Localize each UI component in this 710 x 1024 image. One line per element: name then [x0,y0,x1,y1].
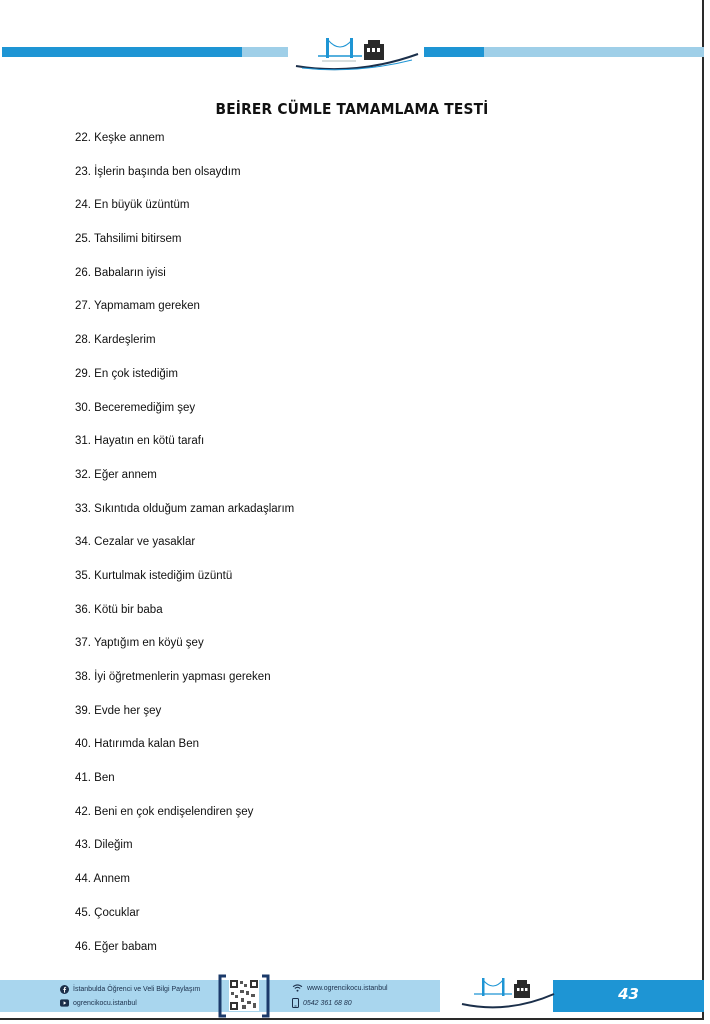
list-item: 25. Tahsilimi bitirsem [75,233,182,246]
list-item: 34. Cezalar ve yasaklar [75,536,196,549]
facebook-icon [60,985,69,994]
header-bar-right-light [484,47,704,57]
list-item: 33. Sıkıntıda olduğum zaman arkadaşlarım [75,502,295,515]
header-bar-left-dark [2,47,242,57]
qr-code-icon [218,974,270,1018]
youtube-icon [60,999,69,1007]
list-item: 27. Yapmamam gereken [75,300,200,313]
list-item: 40. Hatırımda kalan Ben [75,738,200,751]
list-item: 31. Hayatın en kötü tarafı [75,435,205,448]
page-title: BEİRER CÜMLE TAMAMLAMA TESTİ [215,100,489,118]
list-item: 37. Yaptığım en köyü şey [75,637,204,650]
bridge-logo-footer-icon [460,972,556,1012]
header-bar-left-light [242,47,288,57]
list-item: 38. İyi öğretmenlerin yapması gereken [75,671,271,683]
list-item: 26. Babaların iyisi [75,266,166,279]
list-item: 24. En büyük üzüntüm [75,199,190,212]
list-item: 46. Eğer babam [75,940,157,953]
footer-website[interactable] [292,984,388,992]
website-label: www.ogrencikocu.istanbul [307,984,388,992]
sentence-list [75,129,294,971]
page-number: 43 [618,985,639,1003]
facebook-label: İstanbulda Öğrenci ve Veli Bilgi Paylaşım [73,986,201,993]
phone-icon [292,998,299,1008]
list-item: 36. Kötü bir baba [75,603,163,616]
list-item: 43. Dileğim [75,839,133,852]
phone-label: 0542 361 68 80 [303,999,352,1007]
wifi-icon [292,984,303,992]
footer-facebook[interactable] [60,985,200,994]
footer-youtube[interactable] [60,999,137,1007]
youtube-label: ogrencikocu.istanbul [73,999,137,1007]
footer [0,980,704,1014]
header-bar-right-dark [424,47,484,57]
bridge-logo-icon [292,30,422,74]
list-item: 29. En çok istediğim [75,367,178,380]
list-item: 39. Evde her şey [75,704,162,717]
list-item: 42. Beni en çok endişelendiren şey [75,805,254,818]
list-item: 45. Çocuklar [75,906,140,919]
list-item: 32. Eğer annem [75,468,157,481]
list-item: 30. Beceremediğim şey [75,401,196,414]
list-item: 44. Annem [75,873,130,886]
footer-phone[interactable] [292,998,352,1008]
list-item: 23. İşlerin başında ben olsaydım [75,165,241,178]
list-item: 28. Kardeşlerim [75,334,156,347]
list-item: 22. Keşke annem [75,132,165,144]
list-item: 35. Kurtulmak istediğim üzüntü [75,569,233,582]
list-item: 41. Ben [75,772,115,785]
